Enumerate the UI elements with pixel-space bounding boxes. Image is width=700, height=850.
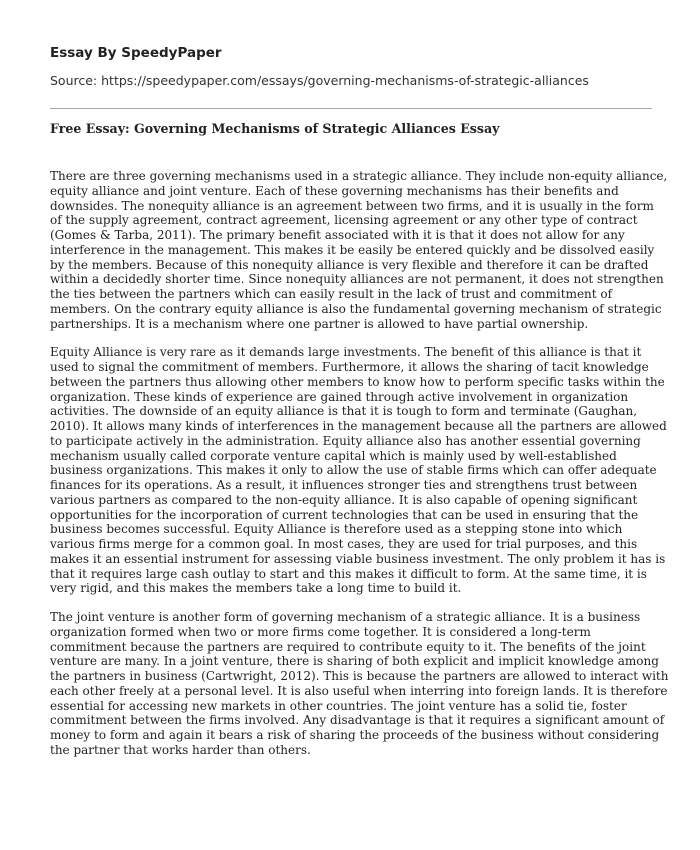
text-line: the partner that works harder than others. xyxy=(50,742,311,757)
text-line: 2010). It allows many kinds of interferences in the management because all the partners are allowed xyxy=(50,419,667,433)
text-line: between the partners thus allowing other members to know how to perform specific tasks within the xyxy=(50,374,665,389)
text-line: opportunities for the incorporation of current technologies that can be used in ensuring that the xyxy=(50,507,639,522)
site-title: Essay By SpeedyPaper xyxy=(50,45,222,61)
text-line: various partners as compared to the non-equity alliance. It is also capable of opening significant xyxy=(50,492,638,507)
text-line: interference in the management. This makes it be easily be entered quickly and be dissolved easily xyxy=(50,242,655,257)
text-line: organization formed when two or more firms come together. It is considered a long-term xyxy=(50,624,591,639)
text-line: partnerships. It is a mechanism where one partner is allowed to have partial ownership. xyxy=(50,316,589,331)
text-line: various firms merge for a common goal. In most cases, they are used for trial purposes, and this xyxy=(50,537,638,551)
paragraph-2 xyxy=(50,345,665,596)
text-line: (Gomes & Tarba, 2011). The primary benefit associated with it is that it does not allow for any xyxy=(50,228,625,242)
text-line: the partners in business (Cartwright, 2012). This is because the partners are allowed to interact with xyxy=(50,669,669,683)
text-line: used to signal the commitment of members. Furthermore, it allows the sharing of tacit knowledge xyxy=(50,360,649,374)
text-line: venture are many. In a joint venture, there is sharing of both explicit and implicit knowledge among xyxy=(50,654,659,669)
essay-body xyxy=(50,169,669,772)
text-line: There are three governing mechanisms used in a strategic alliance. They include non-equity alliance, xyxy=(50,169,668,183)
text-line: essential for accessing new markets in other countries. The joint venture has a solid tie, foster xyxy=(50,698,627,713)
text-line: business becomes successful. Equity Alliance is therefore used as a stepping stone into which xyxy=(50,522,623,537)
header-divider xyxy=(50,108,652,109)
paragraph-3 xyxy=(50,610,669,758)
text-line: commitment between the firms involved. Any disadvantage is that it requires a significant amount of xyxy=(50,713,665,728)
text-line: equity alliance and joint venture. Each of these governing mechanisms has their benefits and xyxy=(50,183,619,198)
text-line: downsides. The nonequity alliance is an agreement between two firms, and it is usually in the form xyxy=(50,198,654,213)
text-line: each other freely at a personal level. It is also useful when interring into foreign lands. It is therefore xyxy=(50,683,668,698)
text-line: very rigid, and this makes the members take a long time to build it. xyxy=(50,581,462,596)
text-line: by the members. Because of this nonequity alliance is very flexible and therefore it can be drafted xyxy=(50,257,649,272)
text-line: organization. These kinds of experience are gained through active involvement in organization xyxy=(50,389,629,404)
text-line: members. On the contrary equity alliance is also the fundamental governing mechanism of strategic xyxy=(50,301,662,316)
text-line: activities. The downside of an equity alliance is that it is tough to form and terminate (Gaughan, xyxy=(50,404,638,419)
text-line: makes it an essential instrument for assessing viable business investment. The only problem it has is xyxy=(50,551,666,566)
text-line: of the supply agreement, contract agreement, licensing agreement or any other type of contract xyxy=(50,213,638,228)
paragraph-1 xyxy=(50,169,668,331)
text-line: that it requires large cash outlay to start and this makes it difficult to form. At the same time, it is xyxy=(50,566,647,581)
text-line: finances for its operations. As a result, it influences stronger ties and strengthens trust between xyxy=(50,478,638,492)
text-line: within a decidedly shorter time. Since nonequity alliances are not permanent, it does not strengthen xyxy=(50,272,664,287)
text-line: the ties between the partners which can easily result in the lack of trust and commitment of xyxy=(50,287,613,301)
text-line: business organizations. This makes it only to allow the use of stable firms which can offer adequate xyxy=(50,463,657,478)
text-line: The joint venture is another form of governing mechanism of a strategic alliance. It is a business xyxy=(50,610,641,624)
text-line: money to form and again it bears a risk of sharing the proceeds of the business without considering xyxy=(50,728,660,742)
text-line: to participate actively in the administration. Equity alliance also has another essential governing xyxy=(50,433,641,448)
source-line: Source: https://speedypaper.com/essays/governing-mechanisms-of-strategic-alliances xyxy=(50,73,589,88)
essay-title: Free Essay: Governing Mechanisms of Strategic Alliances Essay xyxy=(50,121,500,136)
text-line: commitment because the partners are required to contribute equity to it. The benefits of the joint xyxy=(50,639,646,654)
text-line: Equity Alliance is very rare as it demands large investments. The benefit of this alliance is that it xyxy=(50,345,642,360)
text-line: mechanism usually called corporate venture capital which is mainly used by well-established xyxy=(50,448,617,463)
